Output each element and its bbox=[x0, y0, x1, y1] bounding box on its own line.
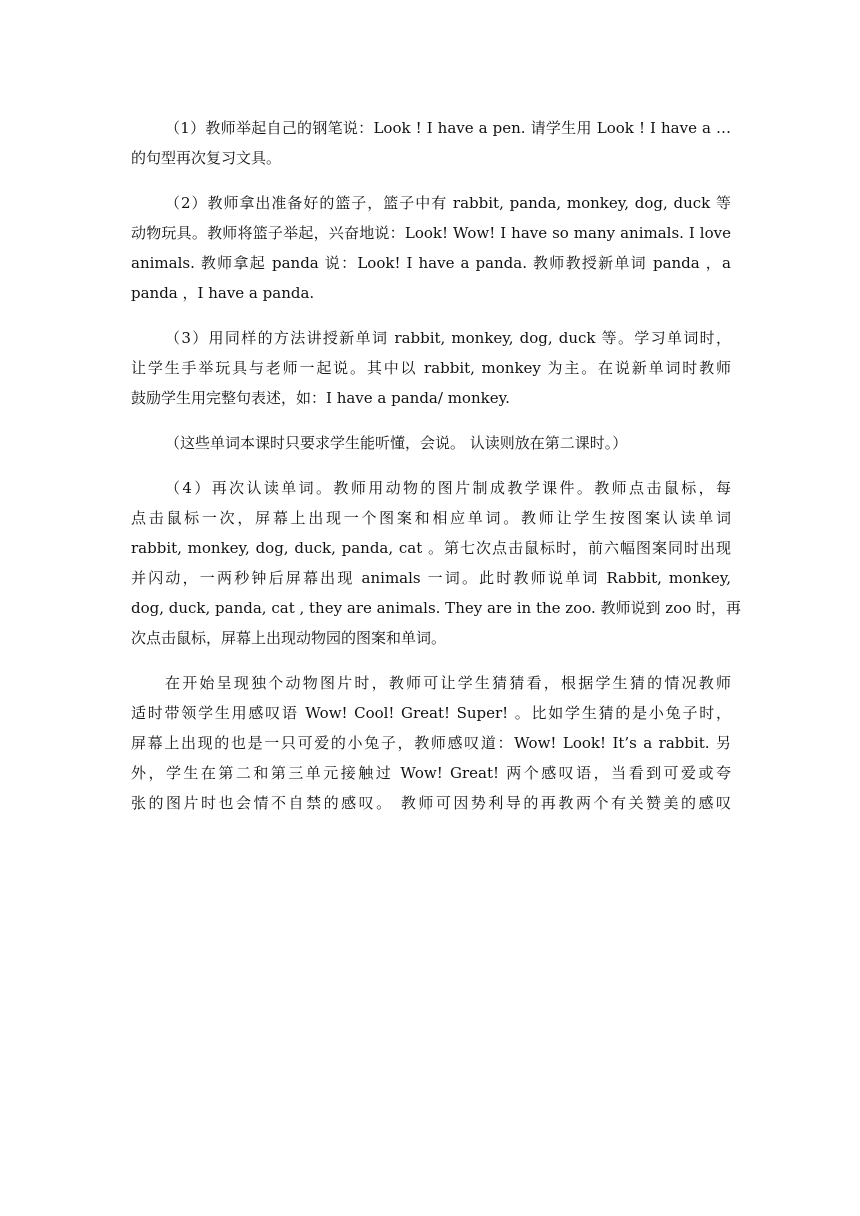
text-line: rabbit, monkey, dog, duck, panda, cat 。第七次点击鼠标时，前六幅图案同时出现 bbox=[131, 539, 731, 557]
text-line: 的句型再次复习文具。 bbox=[131, 149, 282, 167]
paragraph-1 bbox=[131, 113, 731, 173]
text-line: 让学生手举玩具与老师一起说。其中以 rabbit, monkey 为主。在说新单词时教师 bbox=[131, 359, 731, 377]
text-line: （1）教师举起自己的钢笔说：Look ! I have a pen. 请学生用 Look ! I have a … bbox=[165, 119, 731, 137]
paragraph-6 bbox=[131, 668, 731, 818]
text-line: （3）用同样的方法讲授新单词 rabbit, monkey, dog, duck 等。学习单词时， bbox=[165, 329, 731, 347]
text-line: dog, duck, panda, cat , they are animals. They are in the zoo. 教师说到 zoo 时，再 bbox=[131, 599, 742, 617]
paragraph-2 bbox=[131, 188, 731, 308]
text-line: 张的图片时也会情不自禁的感叹。 教师可因势利导的再教两个有关赞美的感叹 bbox=[131, 794, 731, 812]
paragraph-3 bbox=[131, 323, 731, 413]
text-line: 点击鼠标一次，屏幕上出现一个图案和相应单词。教师让学生按图案认读单词 bbox=[131, 509, 731, 527]
text-line: 次点击鼠标，屏幕上出现动物园的图案和单词。 bbox=[131, 629, 447, 647]
text-line: 适时带领学生用感叹语 Wow! Cool! Great! Super! 。比如学生猜的是小兔子时， bbox=[131, 704, 731, 722]
paragraph-5 bbox=[131, 473, 742, 653]
text-line: 屏幕上出现的也是一只可爱的小兔子，教师感叹道：Wow! Look! It’s a rabbit. 另 bbox=[131, 734, 731, 752]
text-line: （2）教师拿出准备好的篮子，篮子中有 rabbit, panda, monkey, dog, duck 等 bbox=[165, 194, 731, 212]
text-line: 外，学生在第二和第三单元接触过 Wow! Great! 两个感叹语，当看到可爱或夸 bbox=[131, 764, 731, 782]
paragraph-4 bbox=[131, 428, 731, 458]
document-body bbox=[131, 113, 742, 833]
text-line: 在开始呈现独个动物图片时，教师可让学生猜猜看，根据学生猜的情况教师 bbox=[165, 674, 731, 692]
text-line: panda ，I have a panda. bbox=[131, 284, 315, 302]
text-line: 鼓励学生用完整句表述，如：I have a panda/ monkey. bbox=[131, 389, 510, 407]
text-line: （4）再次认读单词。教师用动物的图片制成教学课件。教师点击鼠标，每 bbox=[165, 479, 731, 497]
text-line: 并闪动，一两秒钟后屏幕出现 animals 一词。此时教师说单词 Rabbit, monkey, bbox=[131, 569, 731, 587]
text-line: （这些单词本课时只要求学生能听懂，会说。 认读则放在第二课时。） bbox=[165, 434, 628, 452]
text-line: animals. 教师拿起 panda 说：Look! I have a panda. 教师教授新单词 panda ，a bbox=[131, 254, 731, 272]
text-line: 动物玩具。教师将篮子举起，兴奋地说：Look! Wow! I have so many animals. I love bbox=[131, 224, 731, 242]
